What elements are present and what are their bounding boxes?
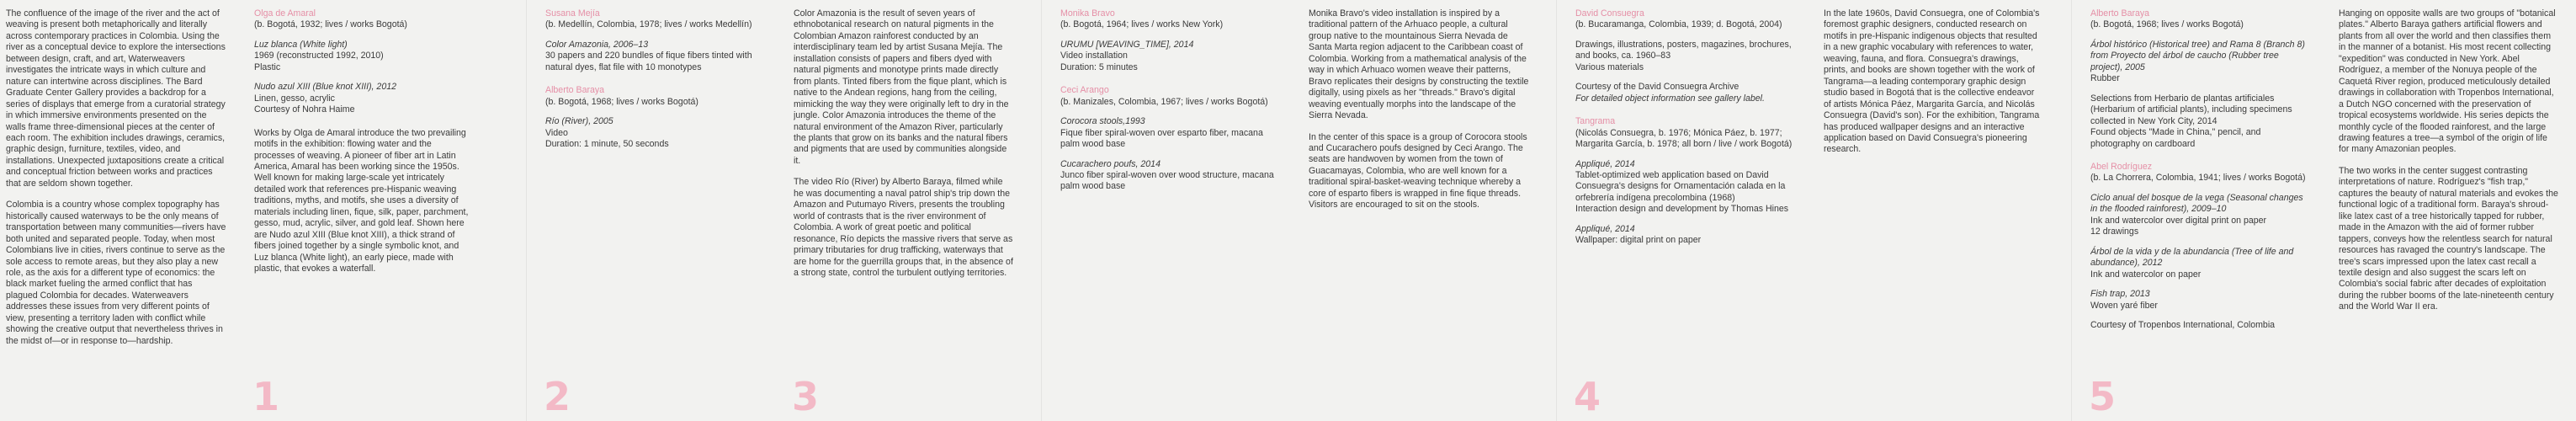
consuegra-tangrama-column [1575, 8, 1796, 379]
work-medium: Ink and watercolor over digital print on paper [2090, 215, 2267, 226]
work-count: 12 drawings [2090, 226, 2139, 237]
work-medium: Video installation [1060, 51, 1128, 61]
artist-name: Abel Rodríguez [2090, 161, 2153, 172]
artist-entry [254, 8, 475, 116]
artist-bio: (b. La Chorrera, Colombia, 1941; lives / works Bogotá) [2090, 173, 2306, 184]
body-paragraph: Monika Bravo's video installation is inspired by a traditional pattern of the Arhuaco people, a cultural group native to the mountainous Sierra Nevada de Santa Marta region adjacent to the Caribbean coast of Colombia. Working from a mathematical analysis of the way in which Arhuaco women weave their patterns, Bravo replicates their designs by constructing the textile digitally, using pixels as her "threads." Bravo's digital weaving eventually morphs into the landscape of the Sierra Nevada. [1309, 8, 1529, 121]
work-credit: Courtesy of the David Consuegra Archive [1575, 82, 1739, 93]
intro-column [6, 8, 226, 417]
artist-name: David Consuegra [1575, 8, 1644, 19]
artist-name: Ceci Arango [1060, 85, 1109, 96]
panel-fold [1041, 0, 1042, 421]
panel-fold [2071, 0, 2072, 421]
work-medium: 30 papers and 220 bundles of fique fibers tinted with natural dyes, flat file with 10 monotypes [545, 51, 752, 72]
bravo-arango-column [1060, 8, 1281, 417]
work-medium: Linen, gesso, acrylic [254, 93, 335, 104]
work-detail: Various materials [1575, 61, 1644, 72]
panel-number: 4 [1574, 374, 1601, 419]
work-title: Ciclo anual del bosque de la vega (Seasonal changes in the flooded rainforest), 2009–10 [2090, 192, 2303, 215]
work-medium: Woven yaré fiber [2090, 300, 2158, 311]
work-medium: Ink and watercolor on paper [2090, 269, 2202, 280]
artist-entry [2090, 162, 2311, 331]
artist-bio: (b. Manizales, Colombia, 1967; lives / works Bogotá) [1060, 96, 1268, 107]
amaral-column [254, 8, 475, 379]
artist-entry [1060, 8, 1281, 73]
work-medium: Tablet-optimized web application based on David Consuegra's designs for Ornamentación calada en la orfebrería indígena precolombina (1968) [1575, 169, 1786, 203]
artist-entry [545, 8, 766, 73]
work-medium: Wallpaper: digital print on paper [1575, 235, 1702, 246]
consuegra-text-column [1824, 8, 2044, 417]
work-medium: Video [545, 127, 568, 138]
work-medium: Plastic [254, 61, 281, 72]
mejia-baraya-column [545, 8, 766, 379]
artist-name: Alberto Baraya [2090, 8, 2150, 19]
artist-bio: (b. Medellín, Colombia, 1978; lives / works Medellín) [545, 19, 752, 30]
work-title: Color Amazonia, 2006–13 [545, 39, 649, 50]
body-paragraph: Hanging on opposite walls are two groups of "botanical plates." Alberto Baraya gathers artificial flowers and plants from all over the world and then classifies them in the manner of a botanist. His most recent collecting "expedition" was conducted in New York. Abel Rodríguez, a member of the Nonuya people of the Caquetá River region, produced meticulously detailed drawings in collaboration with Tropenbos International, a Dutch NGO concerned with the preservation of tropical ecosystems worldwide. His series depicts the monthly cycle of the flooded rainforest, and the large drawing features a tree—a symbol of the origin of life for many Amazonian peoples. [2339, 8, 2556, 155]
panel-number: 5 [2089, 374, 2117, 419]
artist-name: Susana Mejía [545, 8, 600, 19]
work-duration: Duration: 5 minutes [1060, 61, 1138, 72]
panel-number: 2 [544, 374, 571, 419]
work-note: For detailed object information see gallery label. [1575, 93, 1765, 104]
artist-name: Olga de Amaral [254, 8, 316, 19]
baraya-rodriguez-text-column [2339, 8, 2559, 417]
body-paragraph: Color Amazonia is the result of seven years of ethnobotanical research on natural pigments in the Colombian Amazon rainforest conducted by an interdisciplinary team led by artist Susana Mejía. The installation consists of papers and fibers dyed with natural pigments and monotype prints made directly from plants. Tinted fibers from the fique plant, which is native to the Andean regions, hang from the ceiling, mimicking the way they were originally left to dry in the jungle. Color Amazonia introduces the theme of the natural environment of the Amazon River, particularly the plants that grow on its banks and the natural fibers and pigments that are used by communities alongside it. [794, 8, 1009, 166]
work-title: Corocora stools,1993 [1060, 116, 1145, 127]
work-date: 1969 (reconstructed 1992, 2010) [254, 51, 384, 61]
artist-bio: (b. Bucaramanga, Colombia, 1939; d. Bogotá, 2004) [1575, 19, 1782, 30]
panel-number: 1 [252, 374, 280, 419]
panel-number: 3 [792, 374, 820, 419]
work-duration: Duration: 1 minute, 50 seconds [545, 139, 669, 150]
work-medium: Fique fiber spiral-woven over esparto fiber, macana palm wood base [1060, 127, 1263, 150]
work-title: Appliqué, 2014 [1575, 158, 1635, 169]
work-credit: Courtesy of Nohra Haime [254, 104, 355, 115]
artist-bio: (b. Bogotá, 1968; lives / works Bogotá) [545, 96, 698, 107]
work-medium: Drawings, illustrations, posters, magazines, brochures, and books, ca. 1960–83 [1575, 39, 1792, 61]
work-description: Selections from Herbario de plantas artificiales (Herbarium of artificial plants), including specimens collected in New York City, 2014 [2090, 93, 2292, 126]
work-title: Río (River), 2005 [545, 116, 613, 127]
body-paragraph: The video Río (River) by Alberto Baraya, filmed while he was documenting a naval patrol ship's trip down the Amazon and Putumayo Rivers, presents the troubling world of contrasts that is the river environment of Colombia. A work of great poetic and political resonance, Río depicts the massive rivers that serve as primary tributaries for drug trafficking, waterways that are home for the guerrilla groups that, in the absence of a strong state, control the turbulent outlying territories. [794, 177, 1013, 278]
artist-entry [2090, 8, 2311, 150]
work-medium: Junco fiber spiral-woven over wood structure, macana palm wood base [1060, 169, 1274, 192]
artist-entry [1575, 8, 1796, 104]
artist-entry [1060, 85, 1281, 193]
artist-bio: (b. Bogotá, 1964; lives / works New York) [1060, 19, 1224, 30]
work-title: Luz blanca (White light) [254, 39, 348, 50]
artist-name: Tangrama [1575, 116, 1616, 127]
work-credit: Courtesy of Tropenbos International, Colombia [2090, 319, 2276, 330]
panel-fold [1556, 0, 1557, 421]
artist-name: Alberto Baraya [545, 85, 605, 96]
work-title: Árbol histórico (Historical tree) and Rama 8 (Branch 8) from Proyecto del árbol de caucho (Rubber tree project), 2005 [2090, 39, 2305, 72]
artist-bio: (Nicolás Consuegra, b. 1976; Mónica Páez, b. 1977; Margarita García, b. 1978; all born / live / work Bogotá) [1575, 127, 1793, 150]
body-paragraph: In the center of this space is a group of Corocora stools and Cucarachero poufs designed by Ceci Arango. The seats are handwoven by women from the town of Guacamayas, Colombia, who are well known for a traditional spiral-basket-weaving technique whereby a core of esparto fibers is wrapped in fine fique threads. Visitors are encouraged to sit on the stools. [1309, 131, 1527, 210]
work-title: Árbol de la vida y de la abundancia (Tree of life and abundance), 2012 [2090, 246, 2294, 269]
mejia-baraya-text-column [794, 8, 1014, 379]
intro-paragraph: The confluence of the image of the river and the act of weaving is present both metaphorically and literally across contemporary practices in Colombia. Using the river as a conceptual device to explore the intersections between design, craft, and art, Waterweavers investigates the intricate ways in which culture and nature can intertwine across disciplines. The Bard Graduate Center Gallery provides a backdrop for a series of displays that emerge from a curatorial strategy in which immersive environments presented on the walls frame three-dimensional pieces at the center of each room. The exhibition includes drawings, ceramics, graphic design, furniture, textiles, video, and installations. Unexpected juxtapositions create a critical and conceptual friction between works and practices that are seldom shown together. [6, 8, 226, 189]
work-medium: Found objects "Made in China," pencil, and photography on cardboard [2090, 127, 2261, 149]
work-title: Nudo azul XIII (Blue knot XIII), 2012 [254, 82, 397, 93]
body-paragraph: The two works in the center suggest contrasting interpretations of nature. Rodríguez's "fish trap," captures the beauty of natural materials and evokes the functional logic of a traditional form. Baraya's shroud-like latex cast of a tree historically tapped for rubber, made in the Amazon with the aid of former rubber tappers, conveys how the relentless search for natural resources has ravaged the country's landscape. The tree's scars impressed upon the latex cast recall a textile design and also suggest the scars left on Colombia's social fabric after decades of exploitation during the rubber booms of the late-nineteenth century and the World War II era. [2339, 165, 2558, 312]
work-credit: Interaction design and development by Thomas Hines [1575, 204, 1789, 215]
body-paragraph: In the late 1960s, David Consuegra, one of Colombia's foremost graphic designers, conducted research on motifs in pre-Hispanic indigenous objects that resulted in a new graphic vocabulary with references to water, weaving, fauna, and flora. Consuegra's drawings, prints, and books are shown together with the work of Tangrama—a leading contemporary graphic design studio based in Bogotá that is the collective endeavor of artists Mónica Páez, Margarita García, and Nicolás Consuegra (David's son). For the exhibition, Tangrama has produced wallpaper designs and an interactive application based on David Consuegra's pioneering research. [1824, 8, 2040, 155]
artist-bio: (b. Bogotá, 1968; lives / works Bogotá) [2090, 19, 2244, 30]
work-title: Fish trap, 2013 [2090, 289, 2150, 300]
work-title: Cucarachero poufs, 2014 [1060, 158, 1161, 169]
baraya-rodriguez-column [2090, 8, 2311, 379]
amaral-paragraph: Works by Olga de Amaral introduce the two prevailing motifs in the exhibition: flowing water and the processes of weaving. A pioneer of fiber art in Latin America, Amaral has been working since the 1950s. Well known for making large-scale yet intricately detailed work that references pre-Hispanic weaving traditions, myths, and motifs, she uses a diversity of materials including linen, fique, silk, paper, parchment, gesso, mud, acrylic, silver, and gold leaf. Shown here are Nudo azul XIII (Blue knot XIII), a thick strand of fibers joined together by a single symbolic knot, and Luz blanca (White light), an early piece, made with plastic, that evokes a waterfall. [254, 127, 469, 274]
panel-fold [526, 0, 527, 421]
work-medium: Rubber [2090, 73, 2120, 84]
intro-paragraph: Colombia is a country whose complex topography has historically caused waterways to be the only means of transportation between many communities—rivers have both united and separated people. Today, when most Colombians live in cities, rivers continue to serve as the sole access to remote areas, but they also play a new role, as the axis for a different type of economics: the black market fueling the armed conflict that has plagued Colombia for decades. Waterweavers addresses these issues from very different points of view, presenting a territory laden with conflict while showing the creative output that nevertheless thrives in the midst of—or in response to—hardship. [6, 200, 226, 346]
bravo-arango-text-column [1309, 8, 1529, 417]
work-title: URUMU [WEAVING_TIME], 2014 [1060, 39, 1194, 50]
work-title: Appliqué, 2014 [1575, 223, 1635, 234]
artist-bio: (b. Bogotá, 1932; lives / works Bogotá) [254, 19, 407, 30]
artist-name: Monika Bravo [1060, 8, 1115, 19]
artist-entry [1575, 116, 1796, 247]
artist-entry [545, 85, 766, 150]
